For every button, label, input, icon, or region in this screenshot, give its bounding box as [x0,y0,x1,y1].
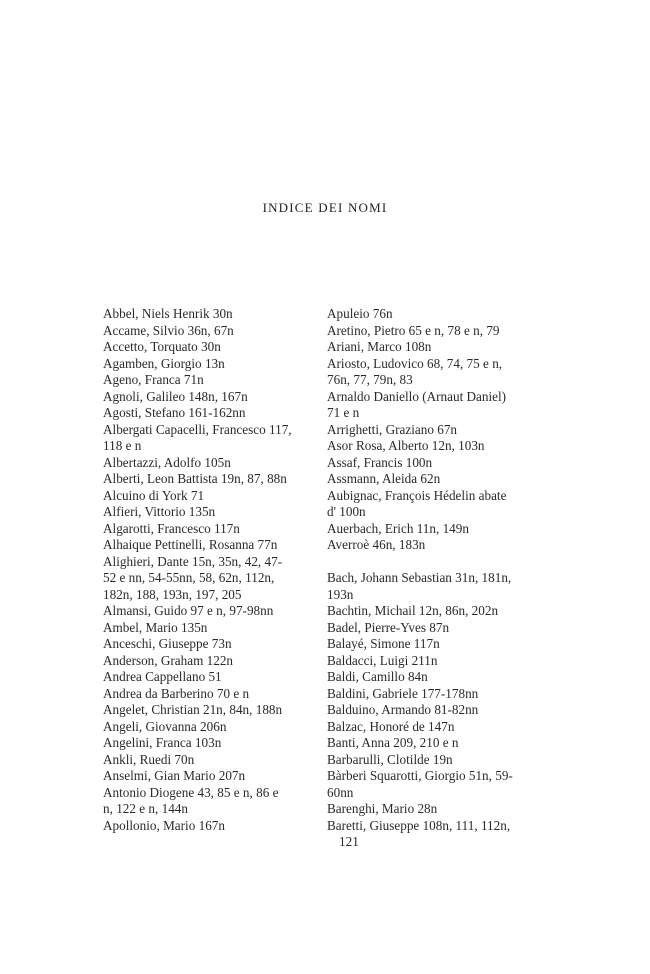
index-entry [103,554,303,604]
index-entry-text: Agosti, Stefano 161-162nn [103,405,246,420]
index-entry-text: Apuleio 76n [327,306,393,321]
index-entry-text: Albertazzi, Adolfo 105n [103,454,231,470]
index-entry-text: Ambel, Mario 135n [103,619,208,635]
index-entry [327,488,527,521]
index-entry [327,768,527,801]
index-entry-continuation: 71 e n [327,405,360,420]
index-entry-text: Badel, Pierre-Yves 87n [327,619,450,635]
index-entry [103,422,303,455]
index-entry-text: Almansi, Guido 97 e n, 97-98nn [103,603,274,618]
index-entry-text: Angelet, Christian 21n, 84n, 188n [103,702,283,717]
index-entry-continuation: 52 e nn, 54-55nn, 58, 62n, 112n, [103,570,275,585]
index-entry-text: Bàrberi Squarotti, Giorgio 51n, 59- [327,768,513,783]
index-entry-continuation: 76n, 77, 79n, 83 [327,372,413,387]
index-entry-text: Algarotti, Francesco 117n [103,520,240,536]
index-entry [327,735,527,752]
index-entry-text: Ankli, Ruedi 70n [103,751,195,767]
index-entry-text: Aretino, Pietro 65 e n, 78 e n, 79 [327,322,500,338]
index-entry [327,438,527,455]
letter-group-gap [327,554,527,571]
index-entry [103,537,303,554]
index-entry [327,306,527,323]
index-entry-text: Andrea da Barberino 70 e n [103,685,250,701]
index-entry [327,570,527,603]
index-entry-text: Anderson, Graham 122n [103,652,234,668]
index-entry-text: Alfieri, Vittorio 135n [103,504,216,519]
index-entry [103,768,303,785]
index-entry [103,323,303,340]
index-entry-text: Baretti, Giuseppe 108n, 111, 112n, 121 [327,817,511,849]
index-entry-text: Baldi, Camillo 84n [327,669,428,684]
index-entry-text: Assmann, Aleida 62n [327,471,441,486]
index-entry-text: Angeli, Giovanna 206n [103,718,227,734]
index-entry-text: Arnaldo Daniello (Arnaut Daniel) [327,388,507,404]
index-entry-text: Baldini, Gabriele 177-178nn [327,685,479,701]
index-entry-text: Balayé, Simone 117n [327,636,440,651]
index-entry-text: Agamben, Giorgio 13n [103,355,225,371]
index-entry [103,686,303,703]
index-entry-continuation: 60nn [327,784,354,800]
index-entry-continuation: 193n [327,586,354,602]
index-entry [103,389,303,406]
index-entry [103,521,303,538]
index-entry-text: Aubignac, François Hédelin abate [327,487,507,503]
index-entry-text: Apollonio, Mario 167n [103,817,225,833]
index-entry-text: Auerbach, Erich 11n, 149n [327,520,469,536]
index-column-right [327,306,527,851]
index-column-left [103,306,303,834]
index-entry-text: Barenghi, Mario 28n [327,801,438,816]
index-entry [327,471,527,488]
index-entry-text: Accame, Silvio 36n, 67n [103,322,234,338]
index-entry [103,455,303,472]
index-entry [327,719,527,736]
index-entry [103,620,303,637]
index-entry-text: Abbel, Niels Henrik 30n [103,306,233,321]
index-entry [327,455,527,472]
index-entry-continuation: n, 122 e n, 144n [103,801,188,816]
index-entry [103,306,303,323]
index-entry [103,818,303,835]
page-title: INDICE DEI NOMI [262,200,388,215]
index-entry [327,752,527,769]
index-entry-text: Angelini, Franca 103n [103,735,222,750]
index-entry-text: Asor Rosa, Alberto 12n, 103n [327,438,485,453]
index-entry [103,603,303,620]
index-entry [103,653,303,670]
index-entry [327,669,527,686]
index-entry-text: Averroè 46n, 183n [327,537,426,552]
index-entry-text: Alhaique Pettinelli, Rosanna 77n [103,537,278,552]
index-entry [327,422,527,439]
index-entry-text: Ariani, Marco 108n [327,339,432,354]
index-entry [103,719,303,736]
index-entry [327,818,527,851]
index-entry-text: Assaf, Francis 100n [327,454,433,470]
index-entry-text: Bachtin, Michail 12n, 86n, 202n [327,603,499,618]
index-entry [103,356,303,373]
index-entry-text: Albergati Capacelli, Francesco 117, [103,421,292,437]
index-entry [103,372,303,389]
index-entry [327,339,527,356]
index-entry [327,603,527,620]
index-entry [327,323,527,340]
index-entry-text: Barbarulli, Clotilde 19n [327,751,453,767]
index-entry-text: Accetto, Torquato 30n [103,339,221,354]
index-entry-text: Banti, Anna 209, 210 e n [327,735,459,750]
index-entry-text: Anselmi, Gian Mario 207n [103,768,246,783]
index-entry [327,521,527,538]
index-entry [327,356,527,389]
index-entry-text: Ariosto, Ludovico 68, 74, 75 e n, [327,355,503,371]
index-entry-continuation: 118 e n [103,438,142,453]
index-entry-text: Alighieri, Dante 15n, 35n, 42, 47- [103,553,283,569]
index-entry [103,504,303,521]
index-entry [327,389,527,422]
index-entry-text: Balduino, Armando 81-82nn [327,702,479,717]
index-entry-continuation: 182n, 188, 193n, 197, 205 [103,586,242,602]
index-entry-text: Ageno, Franca 71n [103,372,204,387]
index-entry [103,702,303,719]
index-entry [103,339,303,356]
index-entry [103,405,303,422]
index-entry [327,620,527,637]
index-entry-text: Arrighetti, Graziano 67n [327,421,458,437]
index-entry [103,669,303,686]
index-entry [327,537,527,554]
index-entry [327,801,527,818]
index-entry [327,636,527,653]
index-entry-text: Anceschi, Giuseppe 73n [103,636,232,651]
index-entry [327,702,527,719]
index-entry [103,636,303,653]
index-entry-text: Antonio Diogene 43, 85 e n, 86 e [103,784,279,800]
index-entry-continuation: d' 100n [327,504,366,519]
index-entry [103,488,303,505]
index-entry [103,752,303,769]
index-entry-text: Andrea Cappellano 51 [103,669,222,684]
index-entry [327,653,527,670]
index-entry [327,686,527,703]
index-entry-text: Baldacci, Luigi 211n [327,652,438,668]
index-entry [103,785,303,818]
index-entry-text: Bach, Johann Sebastian 31n, 181n, [327,570,512,585]
index-entry-text: Balzac, Honoré de 147n [327,718,455,734]
index-entry-text: Alcuino di York 71 [103,487,205,503]
index-entry-text: Alberti, Leon Battista 19n, 87, 88n [103,471,287,486]
index-entry [103,471,303,488]
index-entry [103,735,303,752]
index-entry-text: Agnoli, Galileo 148n, 167n [103,388,248,404]
